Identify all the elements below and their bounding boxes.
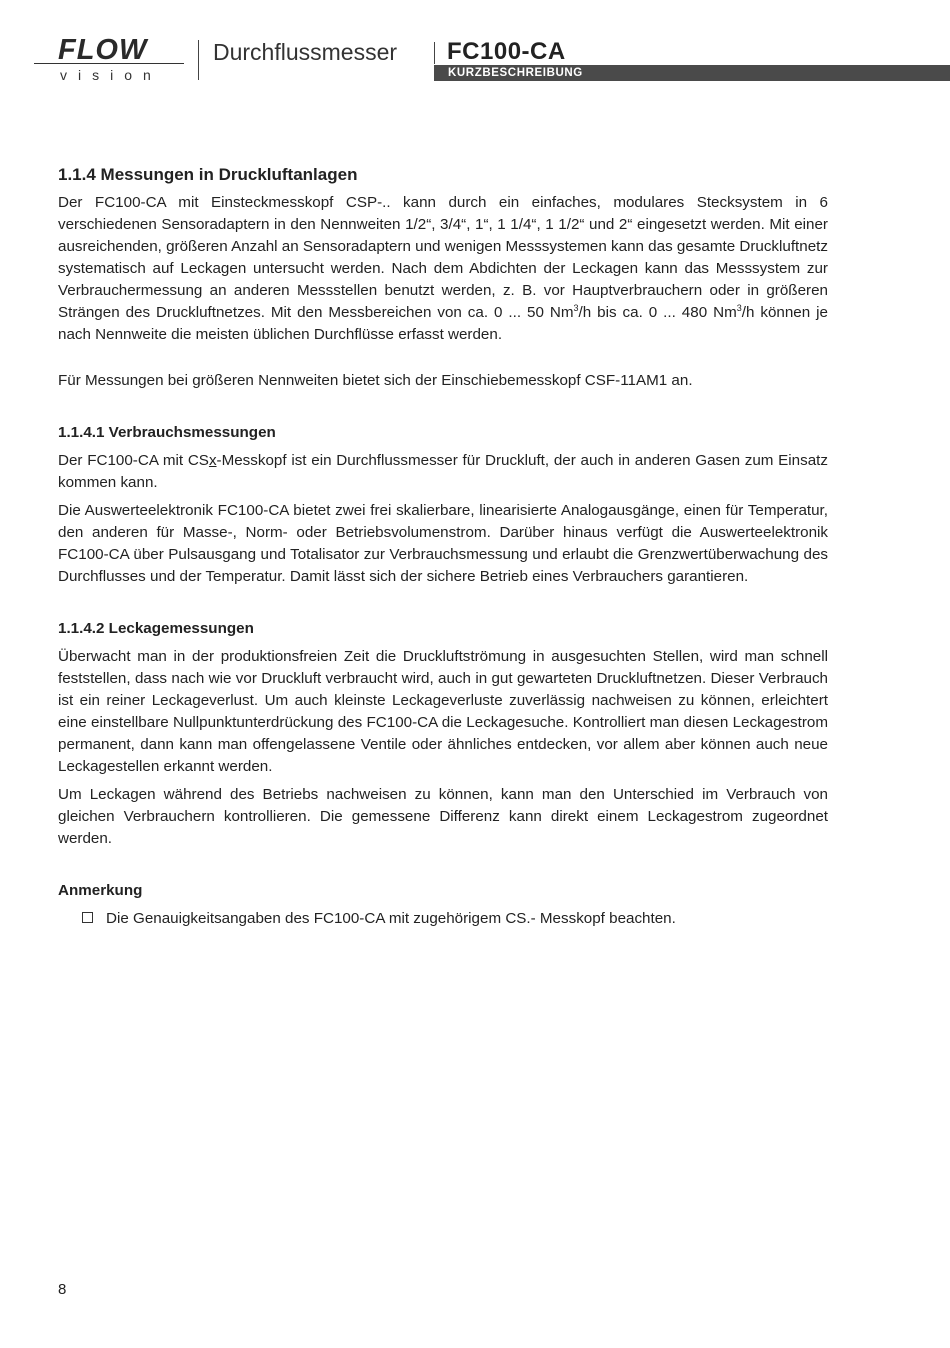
note-item — [82, 908, 828, 930]
checkbox-icon — [82, 912, 93, 923]
logo-vision-wordmark: vision — [60, 67, 162, 83]
section-heading: 1.1.4 Messungen in Druckluftanlagen — [58, 165, 358, 184]
text-run: /h bis ca. 0 ... 480 Nm — [578, 304, 737, 321]
paragraph: Für Messungen bei größeren Nennweiten bietet sich der Einschiebemesskopf CSF-11AM1 an. — [58, 372, 693, 389]
paragraph: Die Auswerteelektronik FC100-CA bietet zwei frei skalierbare, linearisierte Analogausgänge, einen für Temperatur, den anderen für Masse-, Norm- oder Betriebsvolumenstrom. Darüber hinaus verfügt die Auswerteelektronik FC100-CA über Pulsausgang und Totalisator zur Verbrauchsmessung und erlaubt die Grenzwertüberwachung des Durchflusses und der Temperatur. Damit lässt sich der sichere Betrieb eines Verbrauchers garantieren. — [58, 502, 828, 585]
subsection-heading: 1.1.4.1 Verbrauchsmessungen — [58, 424, 276, 441]
text-run: -Messkopf ist ein Durchflussmesser für Druckluft, der auch in anderen Gasen zum Einsatz kommen kann. — [58, 452, 828, 491]
underlined-text: x — [208, 452, 217, 469]
paragraph: Um Leckagen während des Betriebs nachweisen zu können, kann man den Unterschied im Verbrauch von gleichen Verbrauchern kontrollieren. Die gemessene Differenz kann direkt einem Leckagestrom zugeordnet werden. — [58, 786, 828, 847]
text-run: Der FC100-CA mit Einsteckmesskopf CSP-.. kann durch ein einfaches, modulares Stecksystem in 6 verschiedenen Sensoradaptern in den Nennweiten 1/2“, 3/4“, 1“, 1 1/4“, 1 1/2“ und 2“ eingesetzt werden. Mit einer ausreichenden, größeren Anzahl an Sensoradaptern und wenigen Messsystemen kann das gesamte Druckluftnetz systematisch auf Leckagen untersucht werden. Nach dem Abdichten der Leckagen kann das Messsystem zur Verbrauchermessung an anderen Messstellen benutzt werden, z. B. vor Hauptverbrauchern oder in größeren Strängen des Druckluftnetzes. Mit den Messbereichen von ca. 0 ... 50 Nm — [58, 194, 828, 321]
note-heading: Anmerkung — [58, 882, 143, 899]
doc-type-label: KURZBESCHREIBUNG — [448, 67, 583, 79]
paragraph: Überwacht man in der produktionsfreien Zeit die Druckluftströmung in ausgesuchten Stellen, wird man schnell feststellen, dass nach wie vor Druckluft verbraucht wird, auch in gut gewarteten Druckluftnetzen. Dieser Verbrauch ist ein reiner Leckageverlust. Um auch kleinste Leckageverluste zuverlässig nachweisen zu können, erleichtert eine einstellbare Nullpunktunterdrückung des FC100-CA die Leckagesuche. Kontrolliert man diesen Leckagestrom permanent, dann kann man offengelassene Ventile oder ähnliches entdecken, vor allem aber können auch neue Leckagestellen erkannt werden. — [58, 648, 828, 775]
superscript: 3 — [736, 302, 742, 313]
paragraph — [58, 450, 828, 494]
superscript: 3 — [573, 302, 579, 313]
text-run: Der FC100-CA mit CS — [58, 452, 209, 469]
paragraph — [58, 192, 828, 346]
subsection-heading: 1.1.4.2 Leckagemessungen — [58, 620, 254, 637]
page-header — [0, 0, 950, 90]
header-divider — [434, 42, 435, 64]
header-divider — [198, 40, 199, 80]
logo-flow-wordmark: FLOW — [58, 34, 148, 66]
note-text: Die Genauigkeitsangaben des FC100-CA mit zugehörigem CS.- Messkopf beachten. — [106, 910, 676, 927]
product-type: Durchflussmesser — [213, 39, 398, 65]
text-run: /h können je nach Nennweite die meisten üblichen Durchflüsse erfasst werden. — [58, 304, 828, 343]
model-name: FC100-CA — [447, 38, 566, 65]
page-number: 8 — [58, 1281, 67, 1298]
document-body — [58, 164, 828, 930]
